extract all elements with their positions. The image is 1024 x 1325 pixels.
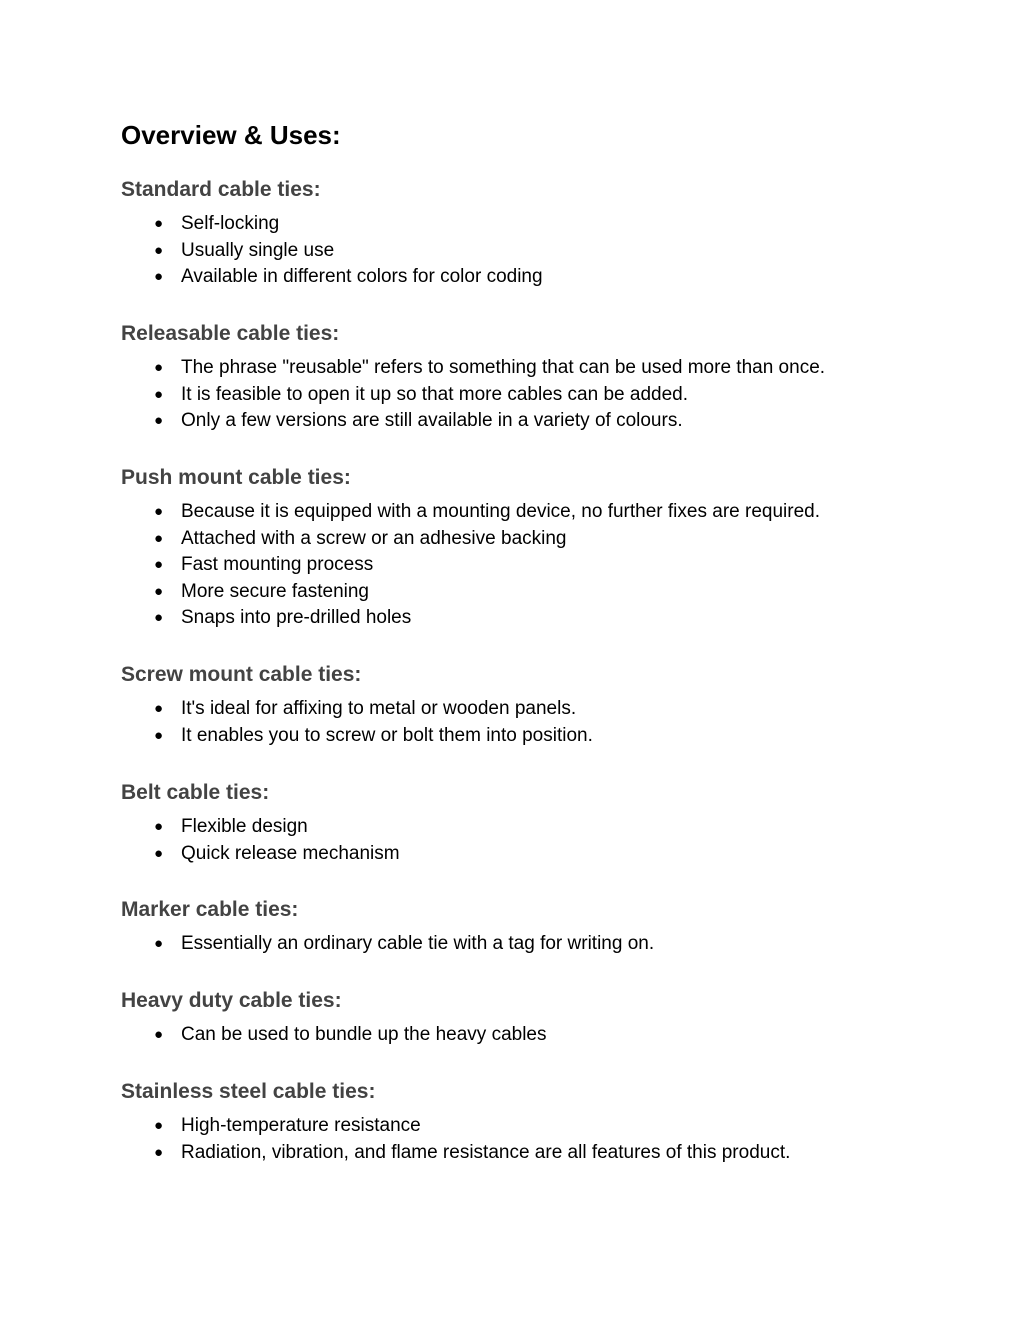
- list-item: [121, 1022, 547, 1049]
- bullet-icon: ●: [154, 215, 164, 232]
- bullet-icon: ●: [154, 556, 164, 574]
- list-item: [121, 238, 543, 265]
- list-item: [121, 211, 543, 238]
- bullet-list: [121, 211, 543, 291]
- document-page: [121, 118, 921, 1163]
- section-heading: Marker cable ties:: [121, 898, 299, 921]
- list-item-text: Usually single use: [181, 239, 335, 261]
- list-item: [121, 526, 820, 553]
- section-heading: Belt cable ties:: [121, 781, 270, 804]
- list-item: [121, 605, 820, 632]
- list-item-text: Snaps into pre-drilled holes: [181, 607, 412, 629]
- list-item-text: Can be used to bundle up the heavy cables: [181, 1024, 547, 1045]
- bullet-icon: ●: [154, 726, 164, 744]
- bullet-icon: ●: [154, 385, 164, 403]
- bullet-list: [121, 355, 825, 435]
- page-title: Overview & Uses:: [121, 120, 341, 150]
- section: [121, 176, 543, 291]
- bullet-icon: ●: [154, 700, 164, 717]
- list-item: [121, 408, 825, 435]
- section: [121, 987, 547, 1049]
- list-item: [121, 841, 400, 868]
- bullet-icon: ●: [154, 935, 164, 952]
- bullet-list: [121, 499, 820, 632]
- list-item-text: The phrase "reusable" refers to something that can be used more than once.: [181, 357, 826, 378]
- section: [121, 661, 593, 749]
- bullet-icon: ●: [154, 609, 164, 627]
- bullet-icon: ●: [154, 818, 164, 835]
- section: [121, 779, 400, 867]
- list-item-text: Fast mounting process: [181, 554, 374, 576]
- section-heading: Releasable cable ties:: [121, 322, 340, 345]
- bullet-icon: ●: [154, 1143, 164, 1161]
- section-heading: Heavy duty cable ties:: [121, 989, 342, 1012]
- bullet-icon: ●: [154, 412, 164, 430]
- section-heading: Push mount cable ties:: [121, 466, 351, 489]
- section: [121, 1078, 790, 1166]
- bullet-list: [121, 696, 593, 749]
- list-item: [121, 696, 593, 723]
- bullet-list: [121, 931, 654, 958]
- bullet-list: [121, 1022, 547, 1049]
- list-item-text: More secure fastening: [181, 580, 369, 602]
- list-item: [121, 355, 825, 382]
- list-item-text: Only a few versions are still available in a variety of colours.: [181, 410, 683, 432]
- list-item-text: Flexible design: [181, 816, 308, 837]
- bullet-list: [121, 814, 400, 867]
- section-heading: Screw mount cable ties:: [121, 663, 362, 686]
- bullet-icon: ●: [154, 503, 164, 520]
- list-item: [121, 814, 400, 841]
- list-item: [121, 579, 820, 606]
- bullet-icon: ●: [154, 359, 164, 376]
- list-item-text: Quick release mechanism: [181, 842, 400, 864]
- list-item: [121, 264, 543, 291]
- list-item: [121, 1140, 790, 1167]
- list-item: [121, 499, 820, 526]
- list-item: [121, 382, 825, 409]
- list-item: [121, 552, 820, 579]
- list-item-text: It enables you to screw or bolt them into position.: [181, 724, 593, 746]
- bullet-list: [121, 1113, 790, 1166]
- list-item-text: Available in different colors for color coding: [181, 266, 543, 288]
- bullet-icon: ●: [154, 1117, 164, 1134]
- section-heading: Standard cable ties:: [121, 178, 321, 201]
- list-item: [121, 931, 654, 958]
- bullet-icon: ●: [154, 268, 164, 286]
- bullet-icon: ●: [154, 844, 164, 862]
- section: [121, 896, 654, 958]
- section-heading: Stainless steel cable ties:: [121, 1080, 376, 1103]
- list-item-text: It is feasible to open it up so that more cables can be added.: [181, 383, 688, 405]
- list-item-text: Essentially an ordinary cable tie with a tag for writing on.: [181, 933, 655, 954]
- list-item-text: High-temperature resistance: [181, 1115, 421, 1136]
- list-item-text: Because it is equipped with a mounting device, no further fixes are required.: [181, 501, 820, 522]
- list-item: [121, 1113, 790, 1140]
- list-item: [121, 723, 593, 750]
- bullet-icon: ●: [154, 241, 164, 259]
- list-item-text: Attached with a screw or an adhesive backing: [181, 527, 567, 549]
- bullet-icon: ●: [154, 1026, 164, 1043]
- bullet-icon: ●: [154, 529, 164, 547]
- section: [121, 320, 825, 435]
- list-item-text: Self-locking: [181, 213, 280, 234]
- section: [121, 464, 820, 632]
- bullet-icon: ●: [154, 582, 164, 600]
- list-item-text: Radiation, vibration, and flame resistance are all features of this product.: [181, 1141, 791, 1163]
- list-item-text: It's ideal for affixing to metal or wooden panels.: [181, 698, 577, 719]
